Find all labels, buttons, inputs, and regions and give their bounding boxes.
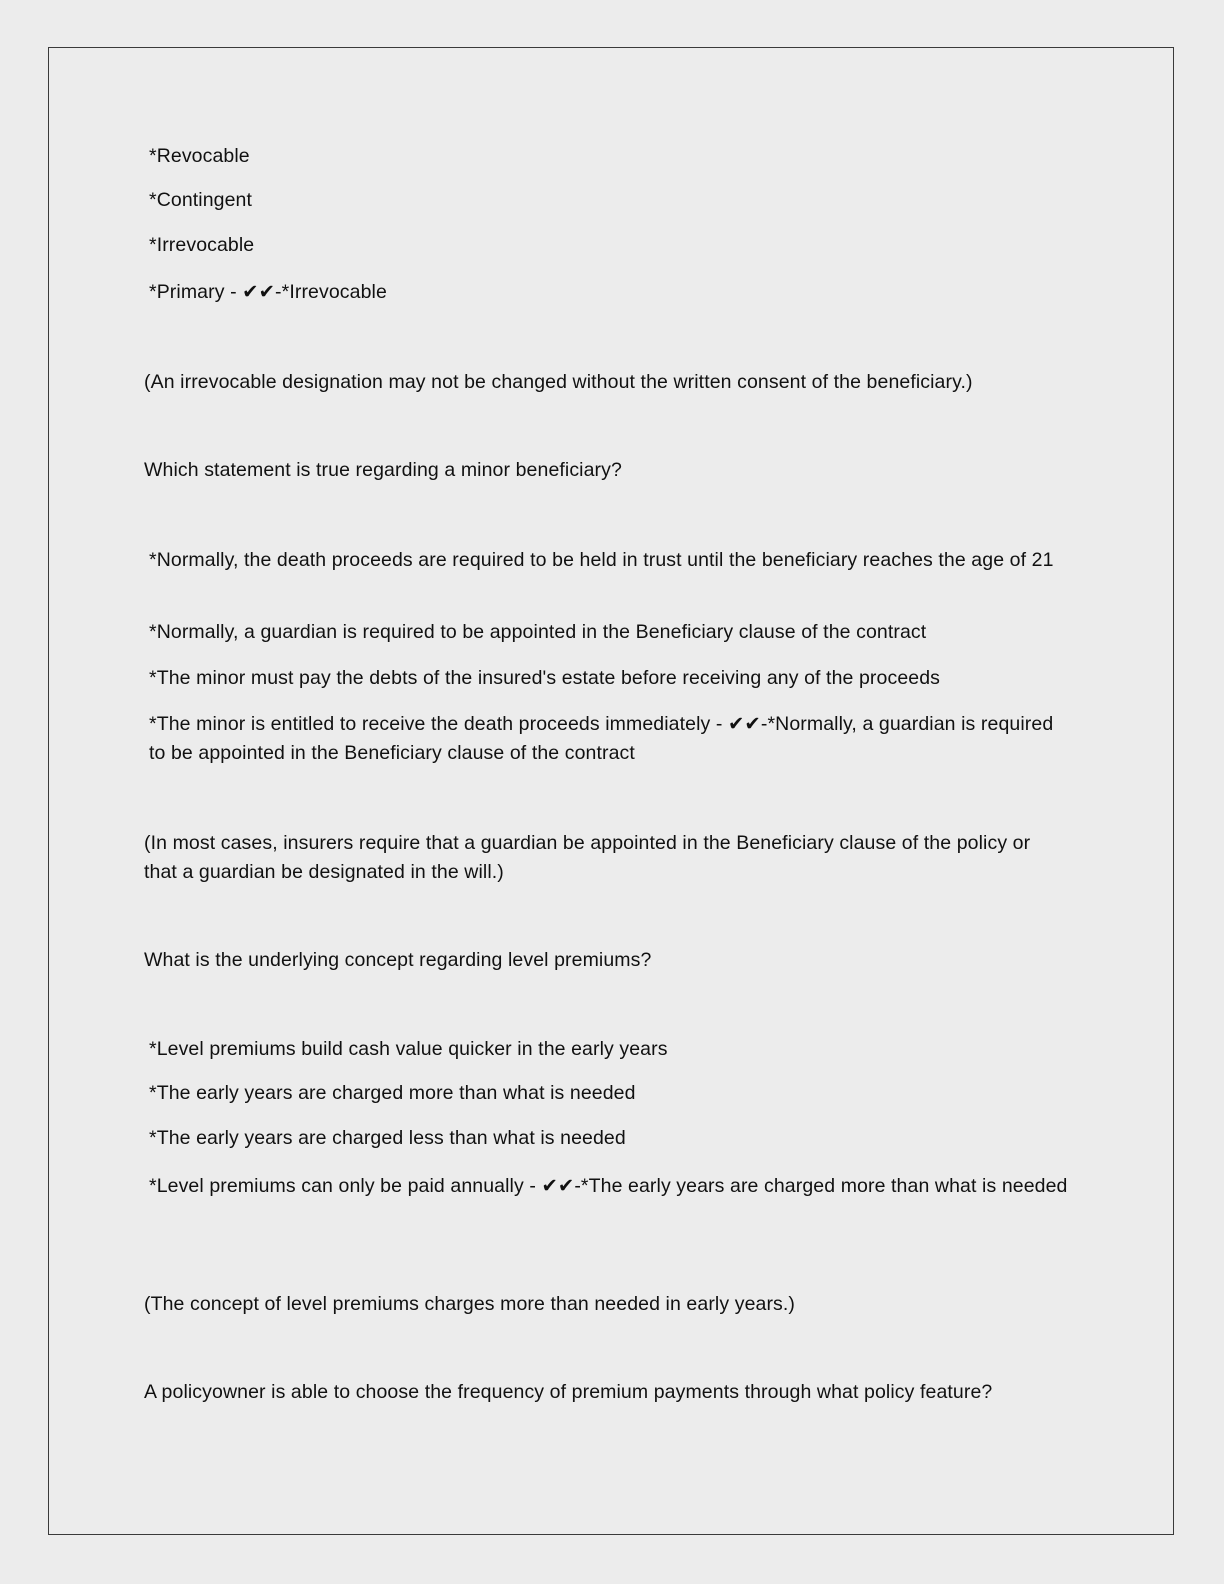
question-text: Which statement is true regarding a minor beneficiary? xyxy=(144,459,622,481)
answer-option-with-correct-answer: *Primary - ✔✔-*Irrevocable xyxy=(149,281,387,303)
answer-option: *The minor must pay the debts of the insured's estate before receiving any of the proceeds xyxy=(149,667,940,689)
answer-option: *Revocable xyxy=(149,145,250,167)
answer-option: *Level premiums build cash value quicker in the early years xyxy=(149,1038,668,1060)
question-text: What is the underlying concept regarding level premiums? xyxy=(144,949,652,971)
answer-explanation: (In most cases, insurers require that a guardian be appointed in the Beneficiary clause of the policy or that a guardian be designated in the will.) xyxy=(144,832,1031,883)
answer-option: *The early years are charged more than what is needed xyxy=(149,1082,636,1104)
answer-explanation: (The concept of level premiums charges more than needed in early years.) xyxy=(144,1293,796,1315)
question-text: A policyowner is able to choose the frequency of premium payments through what policy feature? xyxy=(144,1381,993,1403)
answer-option-with-correct-answer: *The minor is entitled to receive the death proceeds immediately - ✔✔-*Normally, a guardian is required to be appointed in the Beneficiary clause of the contract xyxy=(149,713,1054,764)
answer-option: *Irrevocable xyxy=(149,234,255,256)
answer-option: *Normally, a guardian is required to be appointed in the Beneficiary clause of the contract xyxy=(149,621,927,643)
answer-option: *The early years are charged less than what is needed xyxy=(149,1127,626,1149)
answer-option: *Contingent xyxy=(149,189,253,211)
answer-explanation: (An irrevocable designation may not be changed without the written consent of the beneficiary.) xyxy=(144,371,973,393)
answer-option: *Normally, the death proceeds are required to be held in trust until the beneficiary reaches the age of 21 xyxy=(149,549,1054,571)
answer-option-with-correct-answer: *Level premiums can only be paid annually - ✔✔-*The early years are charged more than what is needed xyxy=(149,1175,1068,1197)
